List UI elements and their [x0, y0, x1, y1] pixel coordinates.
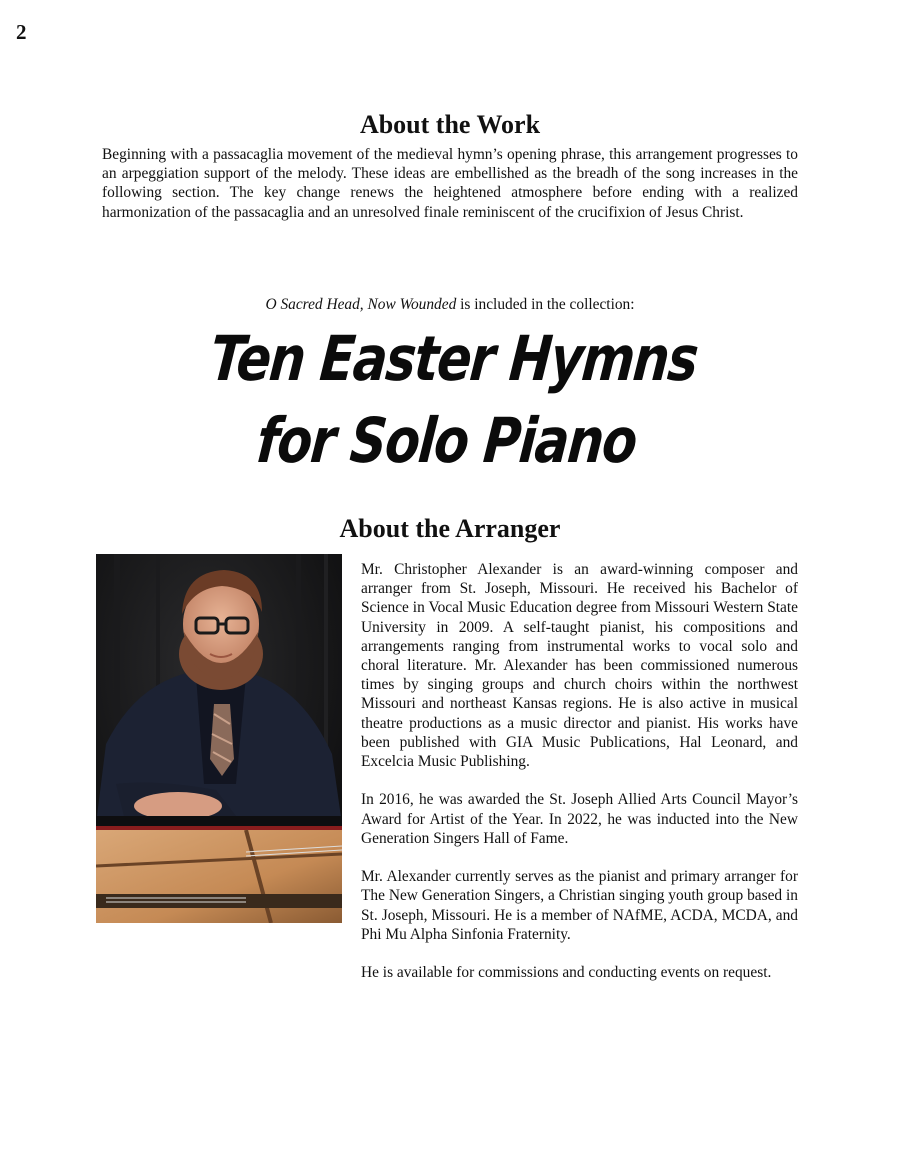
about-work-body: Beginning with a passacaglia movement of the medieval hymn’s opening phrase, this arrangement progresses to an arpeggiation support of the melody. These ideas are embellished as the breadh of the song increases in the following section. The key change renews the heightened atmosphere before ending with a realized harmonization of the passacaglia and an unresolved finale reminiscent of the crucifixion of Jesus Christ.	[102, 146, 798, 221]
collection-title-line2: for Solo Piano	[254, 404, 639, 477]
work-title: O Sacred Head, Now Wounded	[265, 296, 457, 313]
collection-title-line1: Ten Easter Hymns	[207, 322, 700, 395]
arranger-photo	[96, 554, 342, 923]
arranger-bio	[361, 560, 798, 1002]
collection-title	[74, 318, 826, 482]
collection-intro-suffix: is included in the collection:	[456, 296, 635, 313]
about-arranger-heading: About the Arranger	[339, 514, 561, 543]
collection-intro	[0, 296, 900, 314]
bio-paragraph-1: Mr. Christopher Alexander is an award-winning composer and arranger from St. Joseph, Missouri. He received his Bachelor of Science in Vocal Music Education degree from Missouri Western State University in 2009. A self-taught pianist, his compositions and arrangements ranging from instrumental works to vocal solo and choral literature. Mr. Alexander has been commissioned numerous times by singing groups and church choirs within the northwest Missouri and northeast Kansas regions. He is also active in musical theatre productions as a music director and pianist. His works have been published with GIA Music Publications, Hal Leonard, and Excelcia Music Publishing.	[361, 561, 798, 771]
bio-paragraph-4: He is available for commissions and conducting events on request.	[361, 964, 772, 982]
bio-paragraph-3: Mr. Alexander currently serves as the pianist and primary arranger for The New Generation Singers, a Christian singing youth group based in St. Joseph, Missouri. He is a member of NAfME, ACDA, MCDA, and Phi Mu Alpha Sinfonia Fraternity.	[361, 868, 798, 943]
about-work-heading: About the Work	[359, 110, 541, 139]
page-number: 2	[16, 20, 27, 44]
bio-paragraph-2: In 2016, he was awarded the St. Joseph Allied Arts Council Mayor’s Award for Artist of the Year. In 2022, he was inducted into the New Generation Singers Hall of Fame.	[361, 791, 798, 847]
